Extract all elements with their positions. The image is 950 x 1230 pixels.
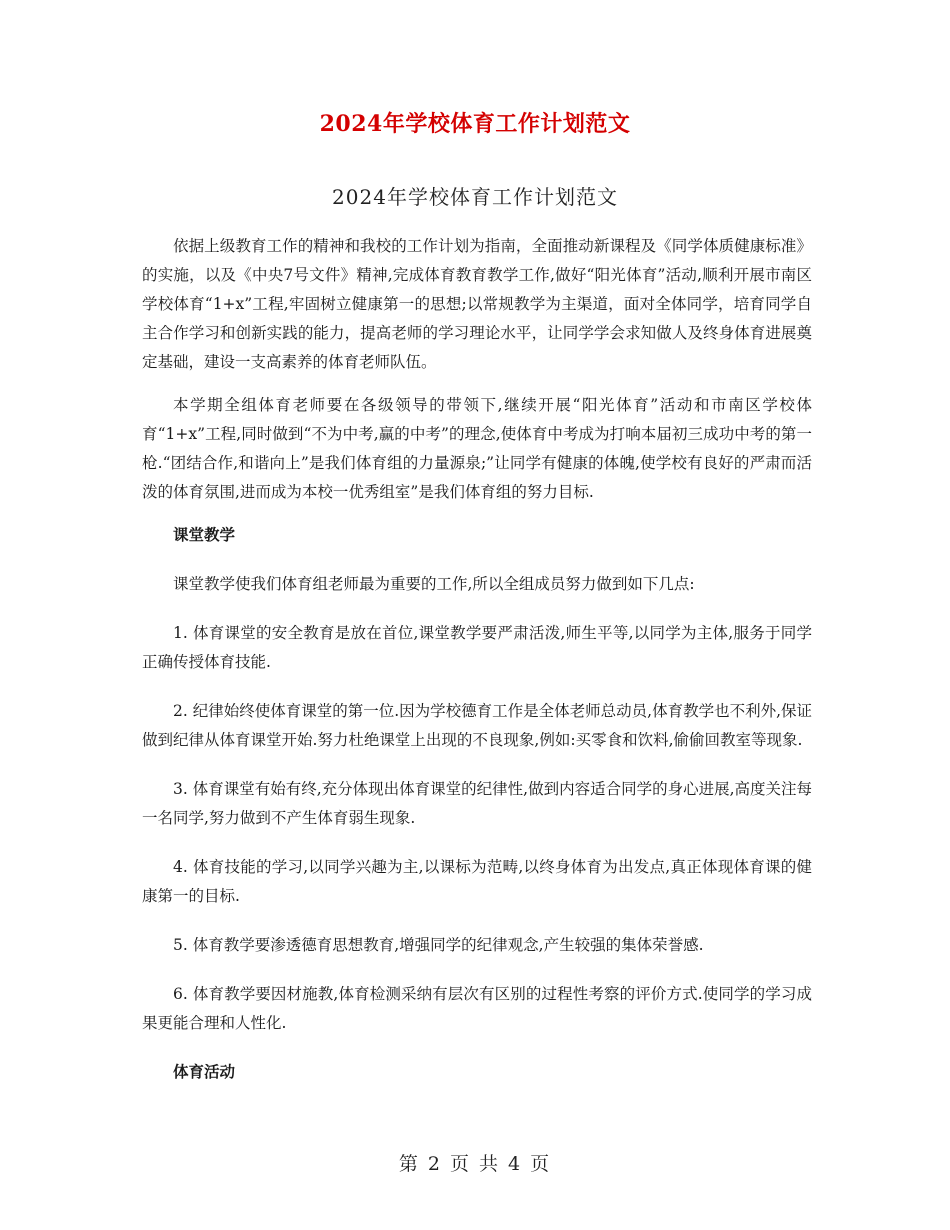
paragraph-intro: 依据上级教育工作的精神和我校的工作计划为指南，全面推动新课程及《同学体质健康标准》的实施，以及《中央7号文件》精神,完成体育教育教学工作,做好“阳光体育”活动,顺利开展市南区学校体育“1+x”工程,牢固树立健康第一的思想;以常规教学为主渠道，面对全体同学，培育同学自主合作学习和创新实践的能力，提高老师的学习理论水平，让同学学会求知做人及终身体育进展奠定基础，建设一支高素养的体育老师队伍。: [142, 237, 812, 371]
list-item: 1. 体育课堂的安全教育是放在首位,课堂教学要严肃活泼,师生平等,以同学为主体,服务于同学正确传授体育技能.: [142, 624, 812, 671]
document-body: [142, 232, 812, 1107]
paragraph-goals: 本学期全组体育老师要在各级领导的带领下,继续开展“阳光体育”活动和市南区学校体育“1+x”工程,同时做到“不为中考,赢的中考”的理念,使体育中考成为打响本届初三成功中考的第一枪.“团结合作,和谐向上”是我们体育组的力量源泉;”让同学有健康的体魄,使学校有良好的严肃而活泼的体育氛围,进而成为本校一优秀组室”是我们体育组的努力目标.: [142, 396, 812, 501]
list-item: 4. 体育技能的学习,以同学兴趣为主,以课标为范畴,以终身体育为出发点,真正体现体育课的健康第一的目标.: [142, 858, 812, 905]
page-footer: 第 2 页 共 4 页: [398, 1153, 552, 1175]
document-title: 2024年学校体育工作计划范文: [319, 111, 631, 137]
section-intro-classroom: 课堂教学使我们体育组老师最为重要的工作,所以全组成员努力做到如下几点:: [173, 575, 695, 593]
list-item: 6. 体育教学要因材施教,体育检测采纳有层次有区别的过程性考察的评价方式.使同学的学习成果更能合理和人性化.: [142, 985, 812, 1032]
list-item: 2. 纪律始终使体育课堂的第一位.因为学校德育工作是全体老师总动员,体育教学也不利外,保证做到纪律从体育课堂开始.努力杜绝课堂上出现的不良现象,例如:买零食和饮料,偷偷回教室等现象.: [142, 702, 812, 749]
list-item: 5. 体育教学要渗透德育思想教育,增强同学的纪律观念,产生较强的集体荣誉感.: [173, 936, 704, 954]
section-heading-classroom: 课堂教学: [173, 526, 236, 544]
document-subtitle: 2024年学校体育工作计划范文: [332, 185, 618, 209]
list-item: 3. 体育课堂有始有终,充分体现出体育课堂的纪律性,做到内容适合同学的身心进展,高度关注每一名同学,努力做到不产生体育弱生现象.: [142, 780, 812, 827]
section-heading-activities: 体育活动: [173, 1063, 236, 1081]
